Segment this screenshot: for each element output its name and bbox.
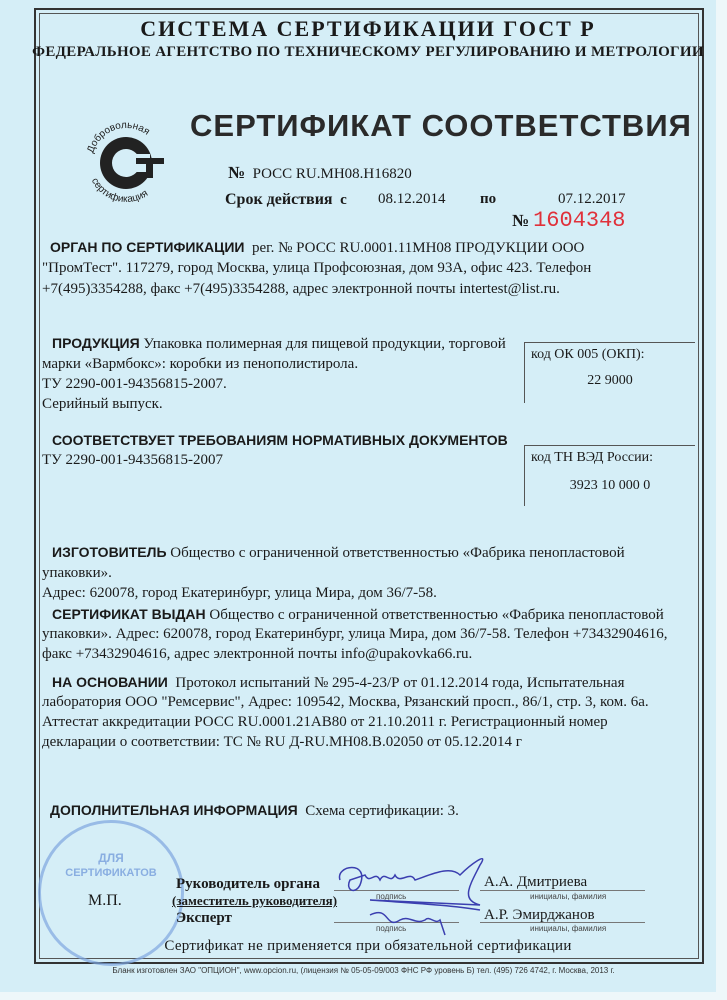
manufacturer-label: ИЗГОТОВИТЕЛЬ	[52, 544, 167, 560]
issued-line: Общество с ограниченной ответственностью «Фабрика пенопластовой	[209, 607, 664, 623]
validity-label: Срок действия	[225, 191, 333, 208]
sign-caption: подпись	[376, 892, 407, 901]
basis-line: декларации о соответствии: ТС № RU Д-RU.МН08.В.02050 от 05.12.2014 г	[42, 734, 522, 750]
head-name: А.А. Дмитриева	[484, 874, 588, 890]
product-line: марки «Вармбокс»: коробки из пенополистирола.	[42, 356, 359, 372]
additional-text: Схема сертификации: 3.	[305, 803, 459, 819]
sign-caption: подпись	[376, 924, 407, 933]
number-sign: №	[228, 163, 246, 182]
product-line: Серийный выпуск.	[42, 396, 163, 412]
organ-line: +7(495)3354288, факс +7(495)3354288, адрес электронной почты intertest@list.ru.	[42, 281, 560, 297]
organ-line: рег. № РОСС RU.0001.11МН08 ПРОДУКЦИИ ООО	[251, 240, 585, 256]
manufacturer-line: упаковки».	[42, 565, 112, 581]
additional-label: ДОПОЛНИТЕЛЬНАЯ ИНФОРМАЦИЯ	[50, 802, 298, 818]
valid-to: 07.12.2017	[558, 191, 626, 207]
product-line: ТУ 2290-001-94356815-2007.	[42, 376, 227, 392]
name-caption: инициалы, фамилия	[530, 892, 607, 901]
okp-label: код ОК 005 (ОКП):	[531, 347, 645, 362]
system-title: СИСТЕМА СЕРТИФИКАЦИИ ГОСТ Р	[140, 16, 596, 41]
basis-label: НА ОСНОВАНИИ	[52, 674, 168, 690]
blank-number: 1604348	[533, 208, 626, 233]
conformity-label: СООТВЕТСТВУЕТ ТРЕБОВАНИЯМ НОРМАТИВНЫХ ДОКУМЕНТОВ	[52, 432, 508, 448]
svg-text:сертификация: сертификация	[88, 176, 151, 202]
basis-line: Протокол испытаний № 295-4-23/Р от 01.12.2014 года, Испытательная	[175, 675, 625, 691]
product-label: ПРОДУКЦИЯ	[52, 335, 140, 351]
svg-text:Добровольная: Добровольная	[85, 119, 152, 155]
basis-line: Аттестат аккредитации РОСС RU.0001.21АВ80 от 21.10.2011 г. Регистрационный номер	[42, 714, 608, 730]
head-label: Руководитель органа	[176, 876, 320, 892]
organ-line: "ПромТест". 117279, город Москва, улица Профсоюзная, дом 93А, офис 423. Телефон	[42, 260, 592, 276]
okp-code-box	[524, 342, 695, 403]
expert-label: Эксперт	[176, 910, 232, 926]
certificate-number: РОСС RU.МН08.Н16820	[252, 166, 412, 182]
issued-line: факс +73432904616, адрес электронной почты info@upakovka66.ru.	[42, 646, 473, 662]
issued-line: упаковки». Адрес: 620078, город Екатеринбург, улица Мира, дом 36/7-58. Телефон +73432904616,	[42, 626, 668, 642]
issued-label: СЕРТИФИКАТ ВЫДАН	[52, 606, 206, 622]
okp-code: 22 9000	[587, 373, 633, 388]
manufacturer-line: Общество с ограниченной ответственностью «Фабрика пенопластовой	[170, 545, 625, 561]
blank-number-sign: №	[512, 211, 530, 230]
rst-logo-icon	[80, 118, 172, 202]
to-label: по	[480, 191, 497, 207]
certificate-title: СЕРТИФИКАТ СООТВЕТСТВИЯ	[190, 108, 692, 143]
deputy-label: (заместитель руководителя)	[172, 893, 338, 908]
tnved-code: 3923 10 000 0	[569, 478, 651, 493]
agency-title: ФЕДЕРАЛЬНОЕ АГЕНТСТВО ПО ТЕХНИЧЕСКОМУ РЕГУЛИРОВАНИЮ И МЕТРОЛОГИИ	[32, 44, 704, 60]
stamp-text: СЕРТИФИКАТОВ	[65, 867, 157, 879]
name-caption: инициалы, фамилия	[530, 924, 607, 933]
expert-name: А.Р. Эмирджанов	[484, 907, 595, 923]
organ-label: ОРГАН ПО СЕРТИФИКАЦИИ	[50, 239, 245, 255]
valid-from: 08.12.2014	[378, 191, 446, 207]
tnved-label: код ТН ВЭД России:	[531, 450, 654, 465]
manufacturer-line: Адрес: 620078, город Екатеринбург, улица Мира, дом 36/7-58.	[42, 585, 437, 601]
from-label: с	[340, 192, 347, 208]
mp-label: М.П.	[88, 892, 122, 909]
footer-print-info: Бланк изготовлен ЗАО "ОПЦИОН", www.opcion.ru, (лицензия № 05-05-09/003 ФНС РФ уровень Б) тел. (495) 726 4742, г. Москва, 2013 г.	[112, 966, 615, 975]
stamp-text: ДЛЯ	[98, 851, 124, 865]
product-line: Упаковка полимерная для пищевой продукции, торговой	[143, 336, 506, 352]
basis-line: лаборатория ООО "Ремсервис", Адрес: 109542, Москва, Рязанский просп., 86/1, стр. 3, ком. 6а.	[42, 694, 649, 710]
signature-icon	[330, 845, 500, 940]
notice: Сертификат не применяется при обязательной сертификации	[164, 938, 572, 954]
conformity-text: ТУ 2290-001-94356815-2007	[42, 452, 224, 468]
tnved-code-box	[524, 445, 695, 506]
